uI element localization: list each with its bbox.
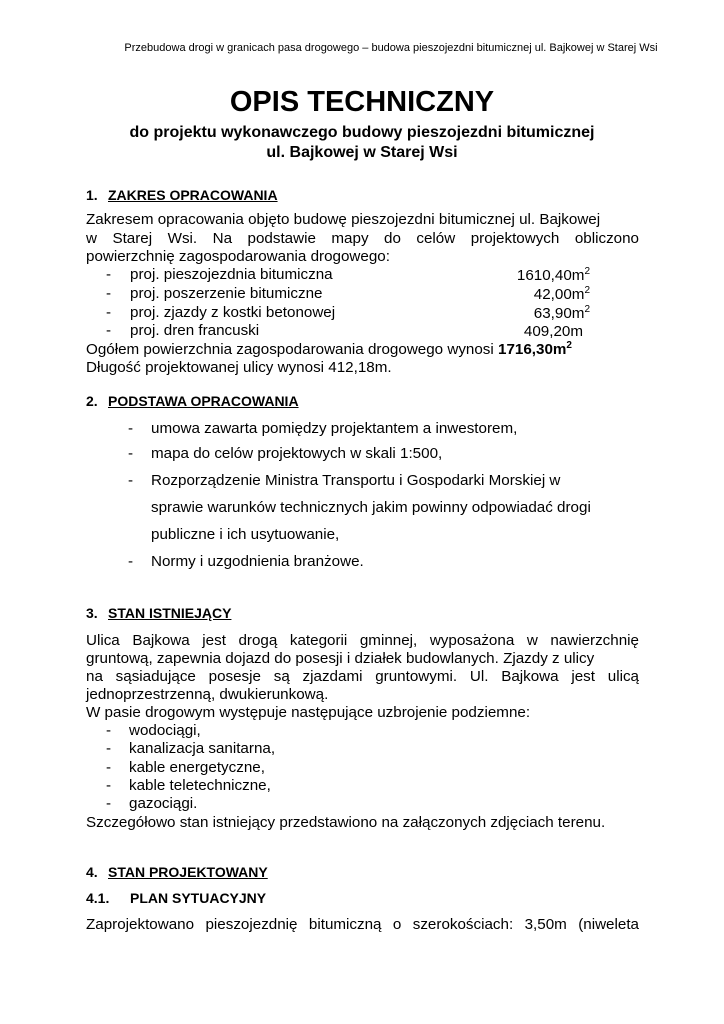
page-header: Przebudowa drogi w granicach pasa drogowego – budowa pieszojezdni bitumicznej ul. Bajkowej w Starej Wsi: [124, 42, 658, 54]
section-2-heading: [86, 393, 299, 409]
basis-item-text: Rozporządzenie Ministra Transportu i Gospodarki Morskiej w: [151, 472, 561, 489]
area-item-1: [106, 266, 333, 283]
area-value: 1610,40m: [516, 267, 585, 285]
total-area-value: 1716,30m: [498, 341, 567, 359]
section-1-title: ZAKRES OPRACOWANIA: [108, 187, 278, 203]
utility-item-2: [106, 740, 275, 757]
street-length-line: Długość projektowanej ulicy wynosi 412,18m.: [86, 359, 392, 376]
area-item-label: proj. pieszojezdnia bitumiczna: [130, 266, 333, 283]
basis-item-text: Normy i uzgodnienia branżowe.: [151, 553, 364, 570]
section-1-para-line3: powierzchnię zagospodarowania drogowego:: [86, 248, 390, 265]
utility-item-5: [106, 795, 197, 812]
total-area-line: [86, 340, 572, 358]
area-item-3-value: [534, 304, 590, 322]
basis-item-4: [128, 553, 364, 570]
section-1-number: 1.: [86, 187, 98, 203]
section-3-number: 3.: [86, 605, 98, 621]
section-2-number: 2.: [86, 393, 98, 409]
subsection-4-1-title: PLAN SYTUACYJNY: [130, 890, 267, 906]
area-value: 409,20m: [523, 323, 583, 341]
subsection-4-1-heading: [86, 890, 266, 906]
area-value: 42,00m: [533, 286, 585, 304]
item-marker: -: [106, 304, 112, 321]
section-3-para-line3: na sąsiadujące posesje są zjazdami gruntowymi. Ul. Bajkowa jest ulicą: [86, 668, 639, 685]
utility-item-text: kanalizacja sanitarna,: [129, 740, 276, 757]
basis-item-3: [128, 472, 560, 489]
basis-item-2: [128, 445, 442, 462]
utility-item-4: [106, 777, 271, 794]
section-4-para-line1: Zaprojektowano pieszojezdnię bitumiczną o szerokościach: 3,50m (niweleta: [86, 916, 639, 933]
section-2-title: PODSTAWA OPRACOWANIA: [108, 393, 299, 409]
item-marker: -: [106, 722, 112, 739]
document-subtitle-line1: do projektu wykonawczego budowy pieszojezdni bitumicznej: [129, 124, 595, 141]
item-marker: -: [106, 777, 112, 794]
area-item-3: [106, 304, 335, 321]
section-3-para-line2: gruntową, zapewnia dojazd do posesji i działek budowlanych. Zjazdy z ulicy: [86, 650, 595, 667]
item-marker: -: [106, 759, 112, 776]
item-marker: -: [106, 285, 112, 302]
section-4-title: STAN PROJEKTOWANY: [108, 864, 268, 880]
section-4-number: 4.: [86, 864, 98, 880]
utility-item-text: kable energetyczne,: [129, 759, 265, 776]
utility-item-text: kable teletechniczne,: [129, 777, 271, 794]
section-4-heading: [86, 864, 268, 880]
total-area-text: Ogółem powierzchnia zagospodarowania drogowego wynosi: [86, 341, 498, 359]
utility-item-text: wodociągi,: [129, 722, 201, 739]
document-subtitle-line2: ul. Bajkowej w Starej Wsi: [266, 144, 458, 161]
area-value: 63,90m: [533, 305, 585, 323]
item-marker: -: [128, 553, 134, 570]
section-1-para-line1: Zakresem opracowania objęto budowę pieszojezdni bitumicznej ul. Bajkowej: [86, 211, 601, 228]
item-marker: -: [106, 740, 112, 757]
basis-item-3-continued: sprawie warunków technicznych jakim powinny odpowiadać drogi: [151, 499, 591, 516]
section-3-para-line4: jednoprzestrzenną, dwukierunkową.: [86, 686, 329, 703]
total-area-superscript: 2: [566, 340, 572, 351]
item-marker: -: [106, 322, 112, 339]
section-3-para-line5: W pasie drogowym występuje następujące uzbrojenie podziemne:: [86, 704, 531, 721]
basis-item-text: mapa do celów projektowych w skali 1:500,: [151, 445, 443, 462]
area-item-4-value: [524, 322, 583, 340]
area-unit-superscript: 2: [584, 266, 590, 277]
area-item-label: proj. dren francuski: [130, 322, 260, 339]
area-item-2: [106, 285, 322, 302]
area-item-1-value: [517, 266, 590, 284]
item-marker: -: [128, 420, 134, 437]
area-unit-superscript: 2: [584, 304, 590, 315]
area-unit-superscript: 2: [584, 285, 590, 296]
basis-item-text: umowa zawarta pomiędzy projektantem a inwestorem,: [151, 420, 518, 437]
basis-item-3-continued-2: publiczne i ich usytuowanie,: [151, 526, 340, 543]
section-3-para-line1: Ulica Bajkowa jest drogą kategorii gminnej, wyposażona w nawierzchnię: [86, 632, 639, 649]
section-3-title: STAN ISTNIEJĄCY: [108, 605, 232, 621]
area-item-label: proj. poszerzenie bitumiczne: [130, 285, 323, 302]
section-3-para-line6: Szczegółowo stan istniejący przedstawiono na załączonych zdjęciach terenu.: [86, 814, 606, 831]
document-title: OPIS TECHNICZNY: [229, 86, 495, 118]
area-item-label: proj. zjazdy z kostki betonowej: [130, 304, 336, 321]
section-3-heading: [86, 605, 231, 621]
section-1-heading: [86, 187, 278, 203]
area-item-2-value: [534, 285, 590, 303]
basis-item-1: [128, 420, 517, 437]
utility-item-1: [106, 722, 201, 739]
utility-item-3: [106, 759, 265, 776]
item-marker: -: [128, 445, 134, 462]
section-1-para-line2: w Starej Wsi. Na podstawie mapy do celów projektowych obliczono: [86, 230, 639, 247]
item-marker: -: [106, 795, 112, 812]
utility-item-text: gazociągi.: [129, 795, 198, 812]
subsection-4-1-number: 4.1.: [86, 890, 110, 906]
item-marker: -: [128, 472, 134, 489]
area-item-4: [106, 322, 259, 339]
item-marker: -: [106, 266, 112, 283]
